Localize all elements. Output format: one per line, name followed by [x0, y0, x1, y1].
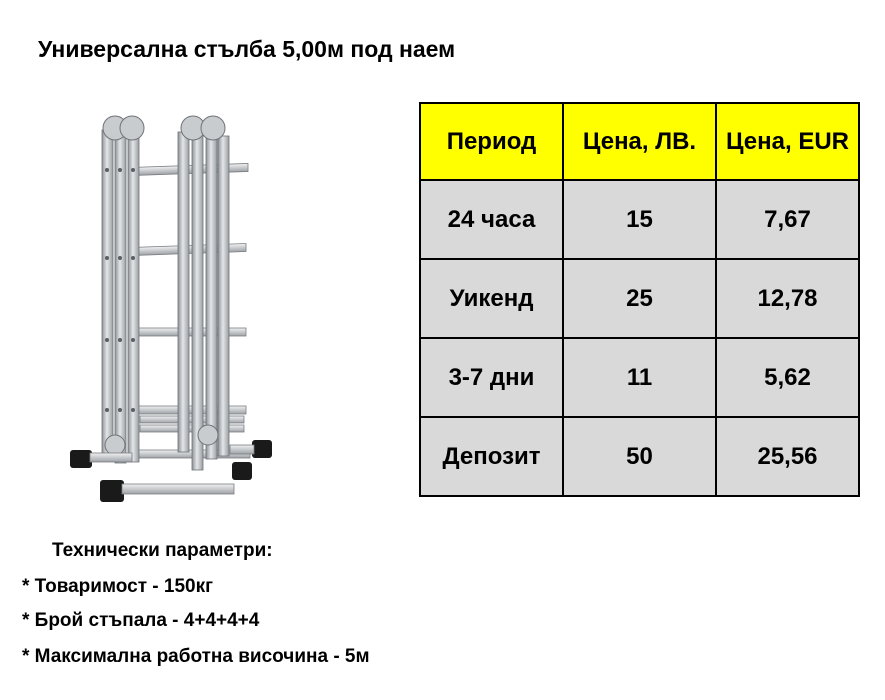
price-bgn-cell: 15: [563, 180, 716, 259]
specs-heading: Технически параметри:: [52, 540, 273, 561]
table-header-row: [420, 103, 859, 180]
period-cell: 24 часа: [420, 180, 563, 259]
price-eur-cell: 12,78: [716, 259, 859, 338]
folding-ladder-icon: [60, 110, 280, 515]
period-cell: 3-7 дни: [420, 338, 563, 417]
table-row: [420, 180, 859, 259]
price-bgn-cell: 11: [563, 338, 716, 417]
price-eur-cell: 5,62: [716, 338, 859, 417]
period-cell: Депозит: [420, 417, 563, 496]
spec-item: * Брой стъпала - 4+4+4+4: [22, 610, 260, 631]
header-price-eur: Цена, EUR: [716, 103, 859, 180]
page-title: Универсална стълба 5,00м под наем: [38, 36, 456, 62]
table-row: [420, 417, 859, 496]
price-table: [419, 102, 860, 497]
header-price-bgn: Цена, ЛВ.: [563, 103, 716, 180]
table-row: [420, 259, 859, 338]
price-bgn-cell: 25: [563, 259, 716, 338]
price-bgn-cell: 50: [563, 417, 716, 496]
spec-item: * Товаримост - 150кг: [22, 576, 214, 597]
spec-item: * Максимална работна височина - 5м: [22, 646, 370, 667]
header-period: Период: [420, 103, 563, 180]
period-cell: Уикенд: [420, 259, 563, 338]
price-eur-cell: 25,56: [716, 417, 859, 496]
price-eur-cell: 7,67: [716, 180, 859, 259]
table-row: [420, 338, 859, 417]
